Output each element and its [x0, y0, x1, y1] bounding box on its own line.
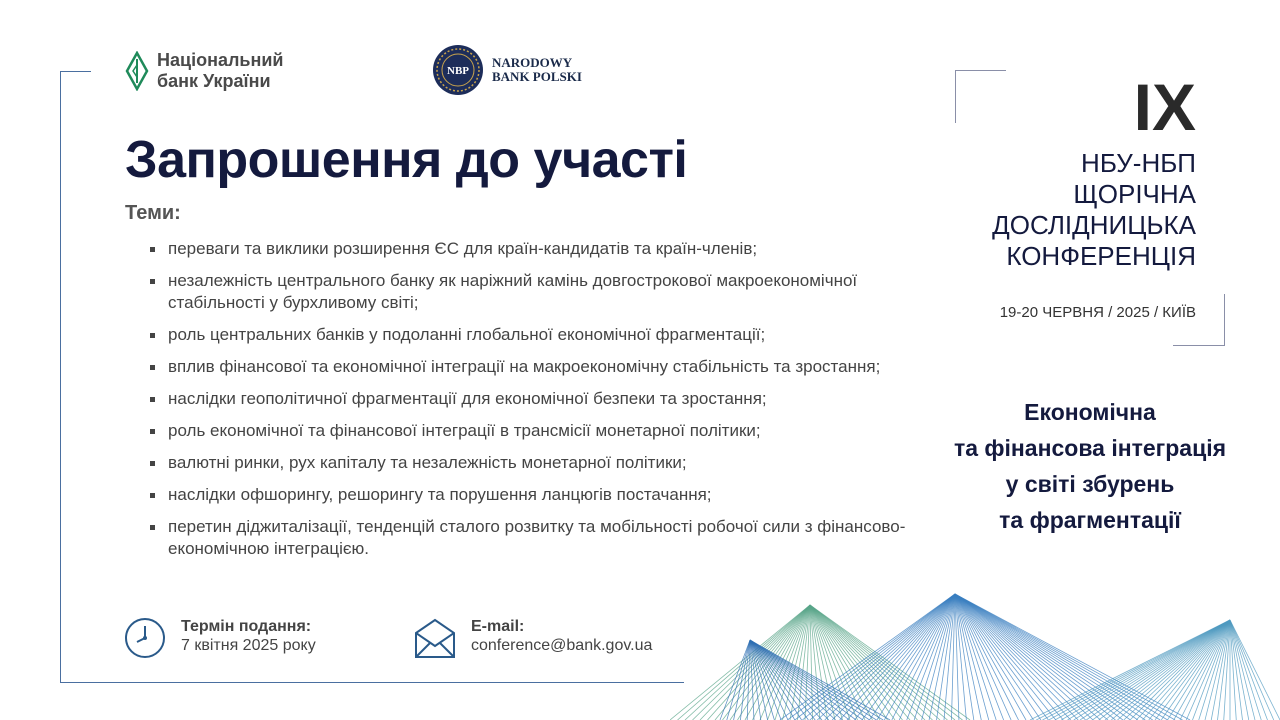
subtitle-line: та фрагментації [999, 507, 1181, 533]
mountain-stripe [955, 594, 1138, 720]
mountain-stripe [1136, 620, 1230, 720]
right-frame-corner-top [955, 70, 1006, 123]
mountain-stripe [825, 594, 955, 720]
deadline-label: Термін подання: [181, 618, 312, 635]
decorative-mountains [670, 580, 1280, 720]
mountain-stripe [1118, 620, 1231, 720]
mountain-stripe [1111, 620, 1230, 720]
bottom-frame-line [60, 682, 684, 683]
subtitle-line: та фінансова інтеграція [953, 435, 1227, 461]
mountain-stripe [1099, 620, 1230, 720]
topic-item: роль центральних банків у подоланні глобальної економічної фрагментації; [150, 324, 910, 346]
nbu-logo-line1: Національний [157, 50, 284, 70]
page-title: Запрошення до участі [125, 131, 688, 189]
mountain-stripe [955, 594, 1048, 720]
conference-name-line: КОНФЕРЕНЦІЯ [1006, 241, 1196, 271]
mountain-stripe [955, 594, 1160, 720]
mountain-stripe [955, 594, 1033, 720]
nbp-seal-icon [432, 44, 484, 96]
mountain-stripe [955, 594, 1108, 720]
topic-item: незалежність центрального банку як наріжний камінь довгострокової макроекономічної стабільності у бурхливому світі; [150, 270, 910, 314]
conference-number: IX [1133, 70, 1196, 144]
nbp-logo [432, 44, 582, 96]
conference-name-line: ЩОРІЧНА [1073, 179, 1196, 209]
topics-list [150, 238, 910, 570]
nbu-logo-line2: банк України [157, 71, 271, 91]
conference-dateline: 19-20 ЧЕРВНЯ / 2025 / КИЇВ [999, 304, 1196, 321]
mountain-stripe [1230, 620, 1280, 720]
mountain-stripe [955, 594, 1130, 720]
topic-item: валютні ринки, рух капіталу та незалежність монетарної політики; [150, 452, 910, 474]
mountain-stripe [955, 594, 1175, 720]
topic-item: наслідки геополітичної фрагментації для економічної безпеки та зростання; [150, 388, 910, 410]
mountain-stripe [1230, 620, 1255, 720]
nbu-leaf-icon [125, 51, 149, 91]
topic-item: перетин діджиталізації, тенденцій сталого розвитку та мобільності робочої сили з фінансово-економічною інтеграцією. [150, 516, 910, 560]
mountain-stripe [955, 594, 1056, 720]
topic-item: вплив фінансової та економічної інтеграції на макроекономічну стабільність та зростання; [150, 356, 910, 378]
left-frame-line [60, 71, 91, 683]
envelope-icon [414, 617, 456, 659]
mountain-stripe [810, 605, 880, 720]
email-link[interactable]: conference@bank.gov.ua [471, 637, 653, 654]
email-block [414, 617, 652, 659]
conference-subtitle [930, 394, 1250, 538]
nbp-logo-line2: BANK POLSKI [492, 69, 582, 84]
nbu-logo [125, 50, 283, 92]
mountain-stripe [855, 594, 955, 720]
subtitle-line: у світі збурень [1005, 471, 1175, 497]
topic-item: наслідки офшорингу, решорингу та порушення ланцюгів постачання; [150, 484, 910, 506]
topics-label: Теми: [125, 202, 181, 224]
topic-item: роль економічної та фінансової інтеграції в трансмісії монетарної політики; [150, 420, 910, 442]
conference-name-line: НБУ-НБП [1081, 148, 1196, 178]
subtitle-line: Економічна [1024, 399, 1156, 425]
mountain-stripe [1030, 620, 1230, 720]
conference-name [992, 148, 1196, 272]
deadline-block [124, 617, 316, 659]
nbp-seal-text: NBP [447, 65, 469, 77]
mountain-stripe [955, 594, 1086, 720]
mountain-stripe [955, 594, 1078, 720]
mountain-stripe [750, 640, 795, 720]
conference-name-line: ДОСЛІДНИЦЬКА [992, 210, 1196, 240]
mountain-stripe [802, 594, 955, 720]
nbp-logo-line1: NARODOWY [492, 55, 573, 70]
clock-icon [124, 617, 166, 659]
mountain-stripe [899, 594, 955, 720]
mountain-stripe [810, 605, 948, 720]
email-label: E-mail: [471, 618, 525, 635]
mountain-stripe [810, 605, 873, 720]
topic-item: переваги та виклики розширення ЄС для країн-кандидатів та країн-членів; [150, 238, 910, 260]
deadline-value: 7 квітня 2025 року [181, 637, 316, 654]
mountain-stripe [884, 594, 955, 720]
